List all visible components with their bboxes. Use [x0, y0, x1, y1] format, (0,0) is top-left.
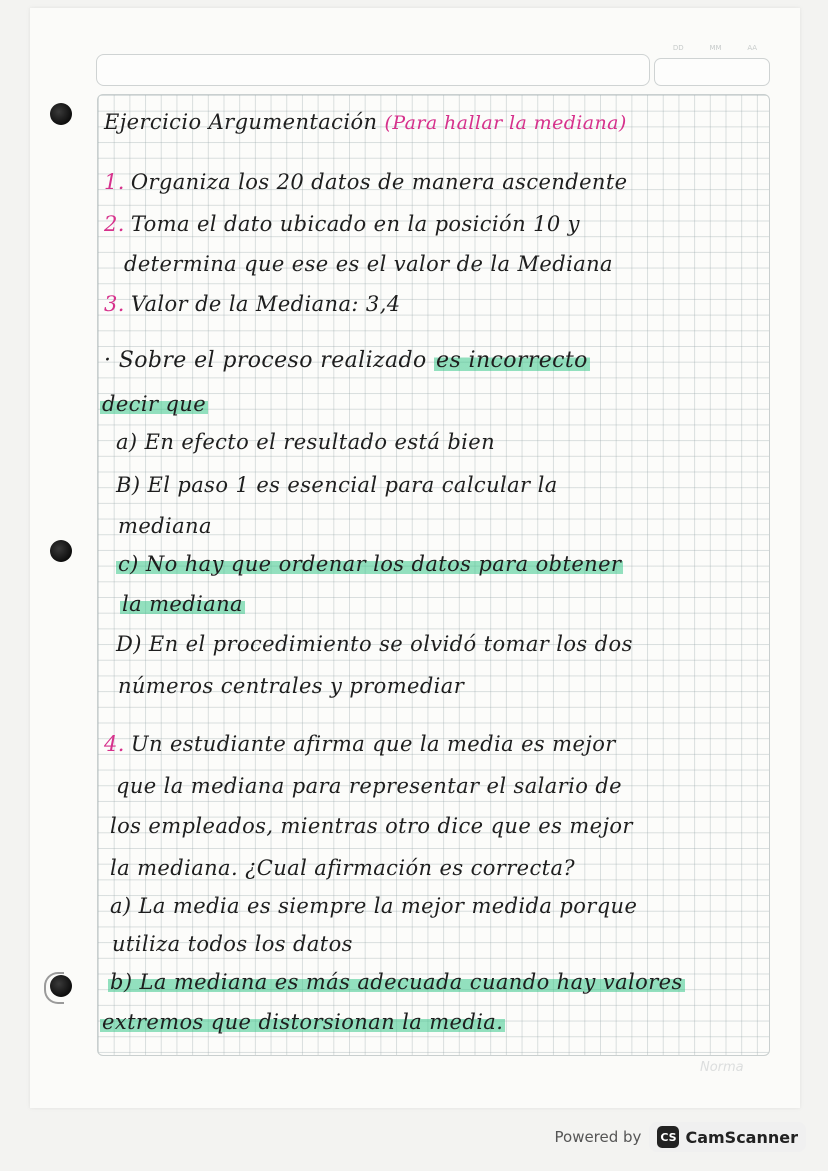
- camscanner-name: CamScanner: [685, 1127, 798, 1147]
- question-1-line-2: [100, 392, 764, 416]
- step-number: 1.: [104, 170, 125, 194]
- question-number: 4.: [104, 732, 125, 756]
- question-4-line-1: [104, 732, 768, 756]
- question-1-line-1: [104, 348, 768, 373]
- step-text: determina que ese es el valor de la Mediana: [124, 252, 613, 276]
- option-text: b) La mediana es más adecuada cuando hay valores: [110, 970, 683, 994]
- question-4-line-4: [110, 856, 774, 880]
- option-b-continuation: [118, 514, 782, 538]
- date-label-year: AA: [747, 44, 758, 52]
- option-text: a) En efecto el resultado está bien: [116, 430, 496, 454]
- option-text: utiliza todos los datos: [112, 932, 353, 956]
- option-4b: [108, 970, 772, 994]
- option-text: a) La media es siempre la mejor medida porque: [110, 894, 638, 918]
- highlighted-phrase: decir que: [102, 392, 207, 416]
- option-b: [116, 473, 780, 497]
- question-text: Un estudiante afirma que la media es mejor: [130, 732, 616, 756]
- step-text: Organiza los 20 datos de manera ascendente: [130, 170, 628, 194]
- title-note: (Para hallar la mediana): [384, 112, 627, 134]
- title-main: Ejercicio Argumentación: [104, 110, 378, 134]
- option-4a: [110, 894, 774, 918]
- question-text: la mediana. ¿Cual afirmación es correcta?: [110, 856, 576, 880]
- option-d: [116, 632, 780, 656]
- question-4-line-2: [116, 774, 780, 798]
- option-text: mediana: [118, 514, 212, 538]
- option-a: [116, 430, 780, 454]
- option-text: números centrales y promediar: [118, 674, 465, 698]
- camscanner-logo-icon: CS: [657, 1126, 679, 1148]
- option-text: extremos que distorsionan la media.: [102, 1010, 504, 1034]
- option-4a-continuation: [112, 932, 776, 956]
- step-1: [104, 170, 768, 194]
- highlighted-phrase: es incorrecto: [436, 348, 588, 373]
- option-text: la mediana: [122, 592, 243, 616]
- option-4b-continuation: [100, 1010, 764, 1034]
- option-text: D) En el procedimiento se olvidó tomar los dos: [116, 632, 633, 656]
- step-2-continuation: [124, 252, 788, 276]
- camscanner-footer: [555, 1122, 807, 1152]
- option-text: c) No hay que ordenar los datos para obtener: [118, 552, 622, 576]
- step-number: 2.: [104, 212, 125, 236]
- option-d-continuation: [118, 674, 782, 698]
- question-text: los empleados, mientras otro dice que es mejor: [110, 814, 633, 838]
- powered-by-label: Powered by: [554, 1128, 642, 1146]
- date-label-day: DD: [672, 44, 684, 52]
- camscanner-badge[interactable]: [649, 1122, 806, 1152]
- option-text: B) El paso 1 es esencial para calcular la: [116, 473, 558, 497]
- option-c: [116, 552, 780, 576]
- date-labels: [660, 44, 770, 52]
- exercise-title: [104, 110, 768, 134]
- question-1-text: · Sobre el proceso realizado: [104, 348, 427, 373]
- binder-hole-top: [50, 103, 72, 125]
- binder-hole-bottom: [50, 975, 72, 997]
- header-date-box: [654, 58, 770, 86]
- step-text: Valor de la Mediana: 3,4: [130, 292, 401, 316]
- step-3: [104, 292, 768, 316]
- question-4-line-3: [110, 814, 774, 838]
- notebook-brand-mark: Norma: [700, 1060, 744, 1075]
- step-2: [104, 212, 768, 236]
- date-label-month: MM: [709, 44, 722, 52]
- step-number: 3.: [104, 292, 125, 316]
- step-text: Toma el dato ubicado en la posición 10 y: [130, 212, 580, 236]
- binder-hole-middle: [50, 540, 72, 562]
- option-c-continuation: [120, 592, 784, 616]
- header-title-box: [96, 54, 650, 86]
- question-text: que la mediana para representar el salario de: [116, 774, 622, 798]
